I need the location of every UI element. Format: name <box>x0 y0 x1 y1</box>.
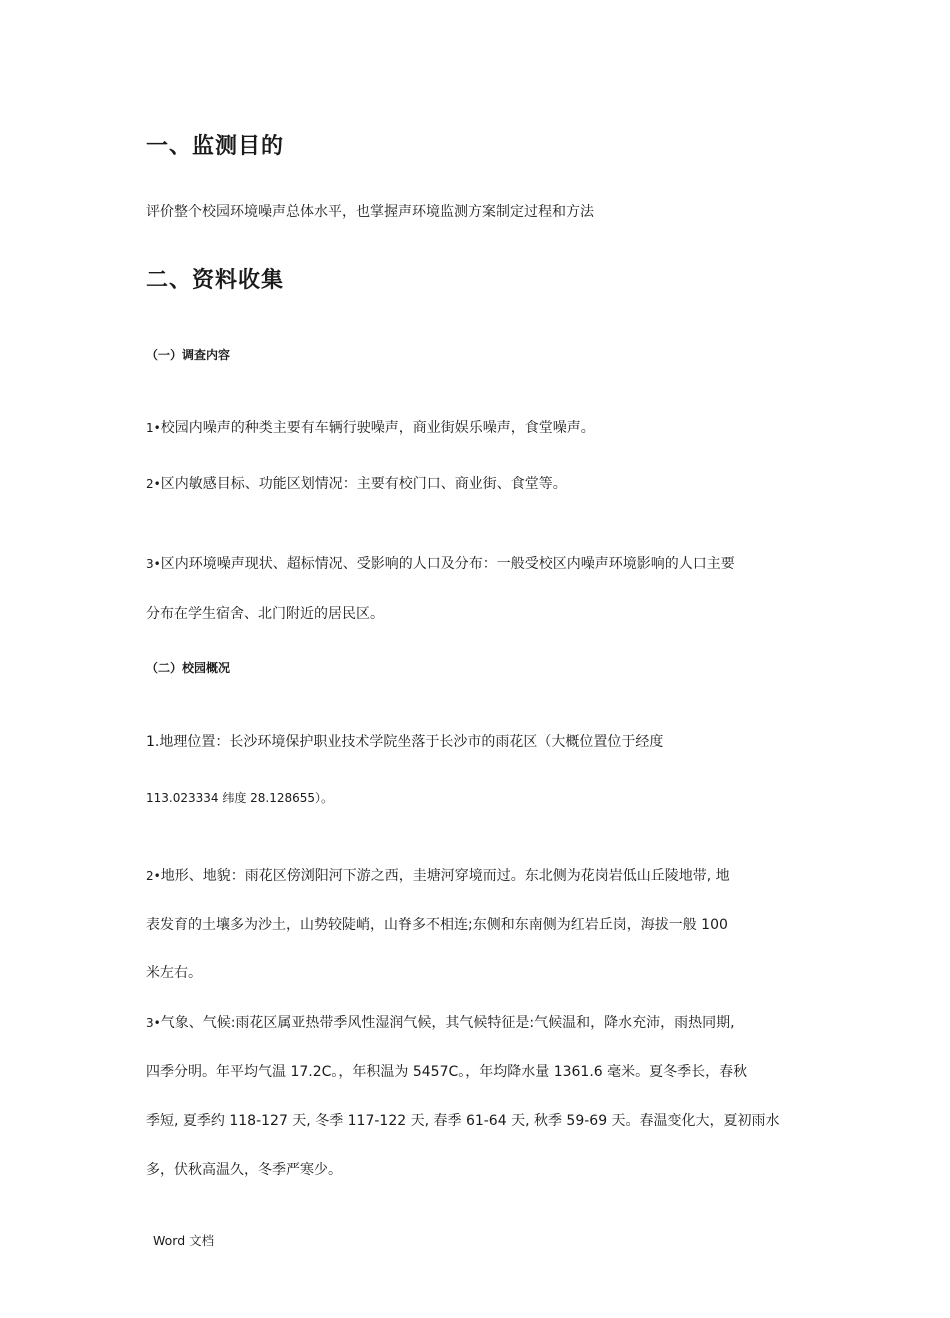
list-item-number: 3• <box>146 1016 161 1030</box>
list-item-text: 气象、气候:雨花区属亚热带季风性湿润气候，其气候特征是:气候温和，降水充沛，雨热同期, <box>160 1015 735 1031</box>
terrain-paragraph-line-2: 表发育的土壤多为沙土，山势较陡峭，山脊多不相连;东侧和东南侧为红岩丘岗，海拔一般 100 <box>146 917 728 933</box>
climate-paragraph-line-1 <box>146 1012 735 1032</box>
section-1-text: 评价整个校园环境噪声总体水平，也掌握声环境监测方案制定过程和方法 <box>146 204 594 220</box>
list-item-number: 2• <box>146 869 161 883</box>
list-item-1 <box>146 417 595 437</box>
geo-paragraph-line-2: 113.023334 纬度 28.128655）。 <box>146 791 334 805</box>
terrain-paragraph-line-1 <box>146 865 730 885</box>
terrain-paragraph-line-3: 米左右。 <box>146 965 202 981</box>
list-item-3 <box>146 553 735 573</box>
climate-paragraph-line-2: 四季分明。年平均气温 17.2C。，年积温为 5457C。，年均降水量 1361.6 毫米。夏冬季长，春秋 <box>146 1064 748 1080</box>
list-item-2 <box>146 473 567 493</box>
page-footer: Word 文档 <box>153 1233 215 1248</box>
subsection-2-title: （二）校园概况 <box>146 661 231 675</box>
list-item-text: 校园内噪声的种类主要有车辆行驶噪声，商业街娱乐噪声，食堂噪声。 <box>160 420 595 436</box>
section-1-title: 一、监测目的 <box>146 134 285 159</box>
list-item-text: 区内环境噪声现状、超标情况、受影响的人口及分布：一般受校区内噪声环境影响的人口主要 <box>160 556 735 572</box>
list-item-text: 地形、地貌：雨花区傍浏阳河下游之西，圭塘河穿境而过。东北侧为花岗岩低山丘陵地带, 地 <box>160 868 730 884</box>
list-item-text: 区内敏感目标、功能区划情况：主要有校门口、商业街、食堂等。 <box>160 476 567 492</box>
list-item-number: 1• <box>146 421 161 435</box>
section-2-title: 二、资料收集 <box>146 268 285 293</box>
list-item-number: 2• <box>146 477 161 491</box>
geo-paragraph-line-1: 1.地理位置：长沙环境保护职业技术学院坐落于长沙市的雨花区（大概位置位于经度 <box>146 734 664 750</box>
subsection-1-title: （一）调查内容 <box>146 348 231 362</box>
climate-paragraph-line-4: 多，伏秋高温久，冬季严寒少。 <box>146 1162 342 1178</box>
list-item-number: 3• <box>146 557 161 571</box>
climate-paragraph-line-3: 季短, 夏季约 118-127 天, 冬季 117-122 天, 春季 61-64 天, 秋季 59-69 天。春温变化大，夏初雨水 <box>146 1113 780 1129</box>
list-item-3-continued: 分布在学生宿舍、北门附近的居民区。 <box>146 606 384 622</box>
